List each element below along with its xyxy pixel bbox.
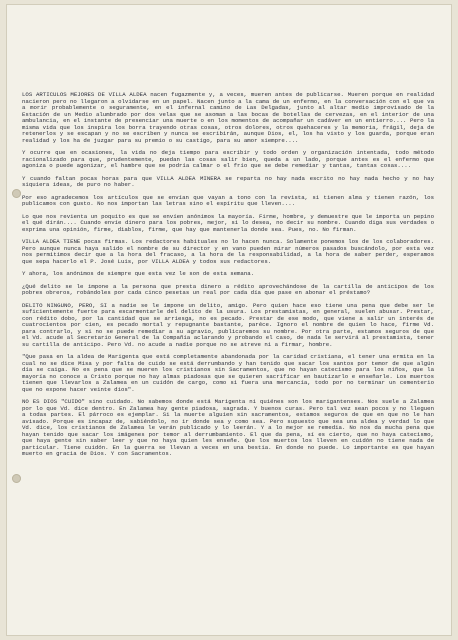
paragraph: Y cuando faltan pocas horas para que VILLA ALDEA MINERA se reparta no hay nada escrito no hay nada hecho y no hay siquiera ideas, de puro no haber. xyxy=(22,174,434,188)
article-body xyxy=(22,92,434,464)
paragraph: Y ocurre que en ocasiones, la vida no deja tiempo para escribir y todo orden y organización intentada, todo método racionalizado para que, prudentemente, puedan las cosas salir bien, queda a un lado, porque antes es el enfermo que agoniza o puede agonizar, el hambre que se podría calmar o el frío que se debe remediar y tantas, tantas cosas.... xyxy=(22,149,434,169)
paragraph: LOS ARTICULOS MEJORES DE VILLA ALDEA nacen fugazmente y, a veces, mueren antes de publicarse. Mueren porque en realidad nacieron pero no llegaron a olvidarse en un papel. Nacen junto a la cama de un enfermo, en la conversación con el que va a morir probablemente o seguramente, en el infernal camino de Las Delgadas, junto al altar medio improvisado de la Estación de un Medio alumbrado por dos velas que se asoman a las bocas de botellas de cervezas, en el interior de una ambulancia, en el instante de presenciar una muerte o en los momentos de acompañar un cadáver en un entierro.... Pero la misma vida que los inspira los borra trayendo otras cosas, otros dolores, otros quehaceres y la memoria, frágil, deja de retenerlos y se escapan y no se escriben y nunca se escribirán, aunque Dios, el, los ha visto y los guarda, porque eran realidad y los ha de juzgar para su premio o su castigo, para su amor siempre.... xyxy=(22,91,434,144)
paragraph: "Que pasa en la aldea de Marigenta que está completamente abandonada por la caridad cristiana, el tener una ermita en la cual no se dice Misa y por falta de cuido se está derrumbando y han tenido que sacar los santos por temor de que algún día se caiga. No es pena que se mueren los cristianos sin Sacramentos, que no hayan catecismo para los niños, que la mayoría no conoce a Cristo porque no hay almas piadosas que se quieren sacrificar en bautizarlo e enseñarle. Los muertos tienen que llevarlos a Zalamea en un cuidón de cargo, como si fuera una mercancía, todo por no terminar un cementerio que no expone hacer veinte dios". xyxy=(22,353,434,393)
paragraph: DELITO NINGUNO, PERO, SI a nadie se le impone un delito, amigo. Pero quien hace eso tiene una pena que debe ser le suficientemente fuerte para escarmentarle del delito de la usura. Los prestamistas, en general, suelen abusar. Prestar, con rédito dobo, por la cantidad que se arriesga, no es pecado. Prestar de ese modo, que viene a salir un interés de cuatrocientos por cien, es pecado mortal y repugnante bastante, paréce. Ignoro el nombre de quien lo hace, firme Vd. para contrarlo, y si no se puede remediar a su agravio, publicaremos su nombre. Por otra parte, estamos seguros de que el Vd. acude al Secretario General de la Compañía aclarando y probando el caso, de nada le servirá al prestamista, tener su cartilla de anticipo. Pero Vd. no acude a nadie porque no se atreve ni a firmar, hombre. xyxy=(22,301,434,348)
paragraph: Y ahora, los anónimos de siempre que esta vez le son de esta semana. xyxy=(22,270,255,277)
paragraph: NO ES DIOS "CUIDO" sino cuidado. No sabemos donde está Marigenta ni quiénes son los marigantenses. Nos suele a Zalamea por lo que Vd. dice dentro. En Zalamea hay gente piadosa, sagrada. Y buenos curas. Pero tal vez sean pocos y no lleguen a todas partes. El párroco es ejemplar. Si la muerte alguien sin sacramentos, estamos seguros de que en que no le han avisado. Porque es incapaz de, sabiéndolo, no ir donde sea y como sea. Pero supuesto que sea una aldea y verdad lo que Vd. dice, los cristianos de Zalamea le verán publicado y lo leerán. Y a lo mejor se remedia. No nos da mucha pena que hayan tenido que sacar los imágenes por temor al derrumbamiento. El que da pena, sí es cierto, que no haya catecismo, que haya gente sin saber leer y que no haya quien les enseñe. Que los muertos los lleven en cuidón no tiene nada de particular. Tiene cuidón. En la guerra se llevan a veces en una bestia. En donde no puede. Lo importante es que hayan muerto en gracia de Dios. Y con Sacramentos. xyxy=(22,398,434,457)
punch-hole xyxy=(12,189,21,198)
punch-hole xyxy=(12,474,21,483)
paragraph: VILLA ALDEA TIENE pocas firmas. Los redactores habituales no lo hacen nunca. Solamente ponemos los de los colaboradores. Pero aunque nunca haya salido el nombre de su director y en vano pueden mirar números pasados buscándolo, por esta vez nos permitimos decir que a la hora del fracaso, a la hora de la responsabilidad, a la hora de saber perder, esperamos que sepa hacerlo el P. José Luis, por VILLA ALDEA y todos sus redactores. xyxy=(22,238,434,265)
paragraph: Lo que nos revienta un poquito es que se envíen anónimos la mayoría. Firme, hombre, y demuestre que le importa un pepino el qué dirán.... Cuando envíe dinero para los pobres, mejor, si lo desea, no decir su nombre. Cuando diga sus verdades o exprima una opinión, firme, diablos, firme, que hay que mantenerla donde sea. Pues, no. No firman. xyxy=(22,212,434,233)
paragraph: Por eso agradecemos los artículos que se envían que vayan a tono con la revista, si tienen alma y tienen razón, los publicamos con gusto. No nos importan las letras sino el espíritu que lleven.... xyxy=(22,193,434,207)
paragraph: ¿Qué delito se le impone a la persona que presta dinero a rédito aprovechándose de la cartilla de anticipos de los pobres obreros, robándoles por cada cinco pesetas un real por cada día que pase en abonar el préstamo? xyxy=(22,282,434,296)
